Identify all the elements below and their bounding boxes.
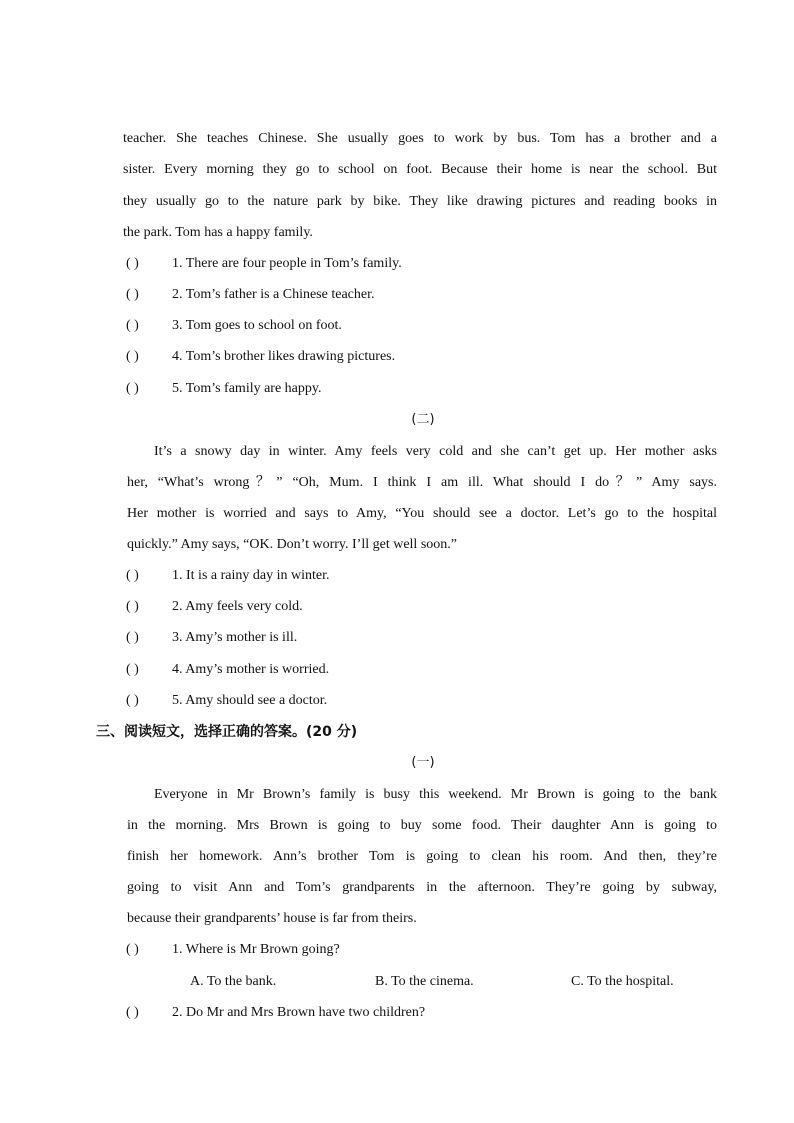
- section3-line: Everyone in Mr Brown’s family is busy this weekend. Mr Brown is going to the bank: [154, 787, 717, 802]
- answer-blank[interactable]: ( ): [126, 568, 139, 583]
- question-row: [126, 567, 329, 585]
- section-heading: 三、阅读短文，选择正确的答案。(20 分): [96, 724, 358, 740]
- answer-blank[interactable]: ( ): [126, 1005, 139, 1020]
- question-text: 2. Do Mr and Mrs Brown have two children?: [172, 1005, 426, 1020]
- question-row: [126, 380, 322, 398]
- question-row: [126, 286, 374, 304]
- section3-line: finish her homework. Ann’s brother Tom is going to clean his room. And then, they’re: [127, 849, 717, 864]
- answer-blank[interactable]: ( ): [126, 630, 139, 645]
- answer-blank[interactable]: ( ): [126, 662, 139, 677]
- question-text: 3. Amy’s mother is ill.: [172, 630, 298, 645]
- passage1-line: teacher. She teaches Chinese. She usually goes to work by bus. Tom has a brother and a: [123, 131, 717, 146]
- question-row: [126, 941, 340, 959]
- passage2-line: her, “What’s wrong？” “Oh, Mum. I think I am ill. What should I do？” Amy says.: [127, 475, 717, 490]
- section3-label: (一): [411, 755, 435, 770]
- question-text: 5. Tom’s family are happy.: [172, 381, 322, 396]
- question-text: 4. Amy’s mother is worried.: [172, 662, 330, 677]
- question-text: 1. It is a rainy day in winter.: [172, 568, 330, 583]
- answer-blank[interactable]: ( ): [126, 349, 139, 364]
- question-row: [126, 255, 402, 273]
- section3-line: in the morning. Mrs Brown is going to buy some food. Their daughter Ann is going to: [127, 818, 717, 833]
- question-text: 4. Tom’s brother likes drawing pictures.: [172, 349, 396, 364]
- answer-blank[interactable]: ( ): [126, 287, 139, 302]
- answer-blank[interactable]: ( ): [126, 942, 139, 957]
- question-text: 5. Amy should see a doctor.: [172, 693, 328, 708]
- option-b[interactable]: B. To the cinema.: [375, 974, 474, 989]
- question-row: [126, 692, 327, 710]
- option-c[interactable]: C. To the hospital.: [571, 974, 674, 989]
- question-row: [126, 629, 297, 647]
- passage2-label: (二): [411, 412, 435, 427]
- question-row: [126, 348, 395, 366]
- section3-line: because their grandparents’ house is far from theirs.: [127, 911, 417, 926]
- answer-blank[interactable]: ( ): [126, 599, 139, 614]
- question-row: [126, 661, 329, 679]
- passage2-line: It’s a snowy day in winter. Amy feels very cold and she can’t get up. Her mother asks: [154, 444, 717, 459]
- passage1-line: the park. Tom has a happy family.: [123, 225, 313, 240]
- passage2-line: Her mother is worried and says to Amy, “You should see a doctor. Let’s go to the hospital: [127, 506, 717, 521]
- passage1-line: they usually go to the nature park by bike. They like drawing pictures and reading books in: [123, 194, 717, 209]
- answer-blank[interactable]: ( ): [126, 693, 139, 708]
- question-row: [126, 1004, 425, 1022]
- answer-blank[interactable]: ( ): [126, 381, 139, 396]
- answer-blank[interactable]: ( ): [126, 318, 139, 333]
- question-text: 1. There are four people in Tom’s family.: [172, 256, 402, 271]
- option-a[interactable]: A. To the bank.: [190, 974, 277, 989]
- answer-blank[interactable]: ( ): [126, 256, 139, 271]
- question-row: [126, 598, 303, 616]
- question-row: [126, 317, 342, 335]
- question-text: 1. Where is Mr Brown going?: [172, 942, 340, 957]
- passage2-line: quickly.” Amy says, “OK. Don’t worry. I’ll get well soon.”: [127, 537, 457, 552]
- section3-line: going to visit Ann and Tom’s grandparents in the afternoon. They’re going by subway,: [127, 880, 717, 895]
- passage1-line: sister. Every morning they go to school on foot. Because their home is near the school. But: [123, 162, 717, 177]
- question-text: 3. Tom goes to school on foot.: [172, 318, 342, 333]
- question-text: 2. Amy feels very cold.: [172, 599, 303, 614]
- question-text: 2. Tom’s father is a Chinese teacher.: [172, 287, 375, 302]
